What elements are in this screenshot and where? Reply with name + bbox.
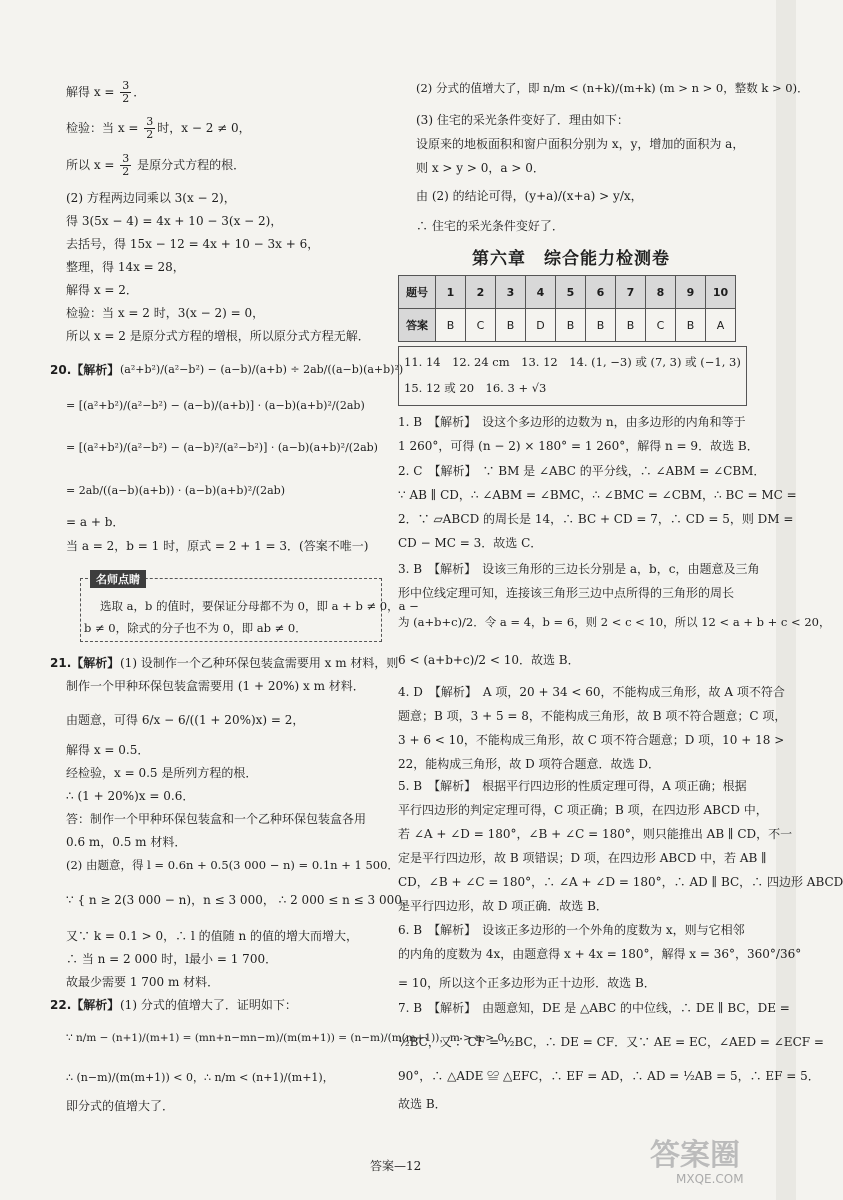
text-line: (1) 设制作一个乙种环保包装盒需要用 x m 材料，则	[120, 656, 399, 670]
table-row	[399, 309, 736, 342]
fill-answers: 11. 14 12. 24 cm 13. 12 14. (1, −3) 或 (7, 3) 或 (−1, 3)	[404, 355, 741, 369]
solution-line: 3. B 【解析】 设该三角形的三边长分别是 a，b，c，由题意及三角	[398, 562, 760, 576]
watermark-url: MXQE.COM	[676, 1172, 744, 1186]
text-line: 故最少需要 1 700 m 材料．	[66, 975, 220, 989]
solution-line: 的内角的度数为 4x，由题意得 x + 4x = 180°，解得 x = 36°，360°/36°	[398, 947, 802, 961]
text-line: 经检验，x = 0.5 是所列方程的根．	[66, 766, 258, 780]
question-20-label: 20.【解析】	[50, 363, 120, 377]
question-number: 1	[436, 276, 466, 309]
text-line: 则 x > y > 0，a > 0．	[416, 161, 545, 175]
tip-text: b ≠ 0，除式的分子也不为 0，即 ab ≠ 0．	[84, 621, 307, 635]
answer-cell: B	[616, 309, 646, 342]
solution-line: 1. B 【解析】 设这个多边形的边数为 n，由多边形的内角和等于	[398, 415, 746, 429]
text-line: 当 a = 2，b = 1 时，原式 = 2 + 1 = 3．(答案不唯一)	[66, 539, 369, 553]
text-line: (3) 住宅的采光条件变好了．理由如下：	[416, 113, 629, 127]
text-line: 整理，得 14x = 28，	[66, 260, 185, 274]
text-line: 所以 x = $\frac{3}{2}$ 是原分式方程的根．	[66, 152, 246, 178]
question-number: 5	[556, 276, 586, 309]
question-number: 2	[466, 276, 496, 309]
answer-cell: A	[706, 309, 736, 342]
text-line: 设原来的地板面积和窗户面积分别为 x，y，增加的面积为 a，	[416, 137, 745, 151]
solution-line: ∵ AB ∥ CD，∴ ∠ABM = ∠BMC，∴ ∠BMC = ∠CBM，∴ BC = MC =	[398, 488, 797, 502]
text-line: 由 (2) 的结论可得，(y+a)/(x+a) > y/x，	[416, 189, 643, 203]
text-line: 由题意，可得 6/x − 6/((1 + 20%)x) = 2，	[66, 713, 305, 727]
text-line: ∴ 当 n = 2 000 时，l最小 = 1 700．	[66, 952, 278, 966]
text-line: = a + b．	[66, 515, 125, 529]
text-line: 又∵ k = 0.1 > 0，∴ l 的值随 n 的值的增大而增大，	[66, 929, 358, 943]
math-line: ∴ (n−m)/(m(m+1)) < 0，∴ n/m < (n+1)/(m+1)，	[66, 1071, 334, 1084]
question-number: 7	[616, 276, 646, 309]
question-21-label: 21.【解析】	[50, 656, 120, 670]
text-line: 解得 x = 2．	[66, 283, 138, 297]
answer-cell: B	[556, 309, 586, 342]
answer-cell: B	[676, 309, 706, 342]
text-line: ∴ 住宅的采光条件变好了．	[416, 219, 564, 233]
answer-cell: B	[586, 309, 616, 342]
solution-line: 题意；B 项，3 + 5 = 8，不能构成三角形，故 B 项不符合题意；C 项，	[398, 709, 787, 723]
question-number: 4	[526, 276, 556, 309]
solution-line: ½BC，又∵ CF = ½BC，∴ DE = CF．又∵ AE = EC，∠AED = ∠ECF =	[398, 1035, 824, 1049]
answer-cell: C	[466, 309, 496, 342]
text-line: 解得 x = 0.5．	[66, 743, 150, 757]
solution-line: 2. C 【解析】 ∵ BM 是 ∠ABC 的平分线，∴ ∠ABM = ∠CBM．	[398, 464, 766, 478]
answer-cell: B	[496, 309, 526, 342]
page-number: 答案—12	[370, 1159, 422, 1173]
solution-line: 若 ∠A + ∠D = 180°，∠B + ∠C = 180°，则只能推出 AB ∥ CD，不一	[398, 827, 793, 841]
solution-line: 6 < (a+b+c)/2 < 10．故选 B．	[398, 653, 580, 667]
text-line: (1) 分式的值增大了．证明如下：	[120, 998, 297, 1012]
math-line: = [(a²+b²)/(a²−b²) − (a−b)²/(a²−b²)] · (a−b)(a+b)²/(2ab)	[66, 441, 378, 454]
text-line: 答：制作一个甲种环保包装盒和一个乙种环保包装盒各用	[66, 812, 367, 826]
solution-line: 形中位线定理可知，连接该三角形三边中点所得的三角形的周长	[398, 586, 735, 600]
answer-cell: C	[646, 309, 676, 342]
question-number: 9	[676, 276, 706, 309]
solution-line: 7. B 【解析】 由题意知，DE 是 △ABC 的中位线，∴ DE ∥ BC，DE =	[398, 1001, 790, 1015]
math-line: = [(a²+b²)/(a²−b²) − (a−b)/(a+b)] · (a−b)(a+b)²/(2ab)	[66, 399, 365, 412]
text-line: (2) 由题意，得 l = 0.6n + 0.5(3 000 − n) = 0.1n + 1 500．	[66, 858, 399, 872]
solution-line: 90°，∴ △ADE ≌ △EFC，∴ EF = AD，∴ AD = ½AB = 5，∴ EF = 5．	[398, 1069, 820, 1083]
solution-line: 故选 B．	[398, 1097, 447, 1111]
text-line: 制作一个甲种环保包装盒需要用 (1 + 20%) x m 材料．	[66, 679, 365, 693]
fill-answers: 15. 12 或 20 16. 3 + √3	[404, 381, 547, 395]
solution-line: 是平行四边形，故 D 项正确．故选 B．	[398, 899, 608, 913]
math-line: ∵ n/m − (n+1)/(m+1) = (mn+n−mn−m)/(m(m+1)) = (n−m)/(m(m+1))，m > n > 0，	[66, 1032, 515, 1044]
solution-line: 4. D 【解析】 A 项，20 + 34 < 60，不能构成三角形，故 A 项不符合	[398, 685, 785, 699]
question-number: 8	[646, 276, 676, 309]
text-line: 0.6 m，0.5 m 材料．	[66, 835, 187, 849]
solution-line: 定是平行四边形，故 B 项错误；D 项，在四边形 ABCD 中，若 AB ∥	[398, 851, 767, 865]
text-line: ∵ { n ≥ 2(3 000 − n)，n ≤ 3 000， ∴ 2 000 ≤ n ≤ 3 000，	[66, 893, 414, 907]
solution-line: CD，∠B + ∠C = 180°，∴ ∠A + ∠D = 180°，∴ AD ∥ BC，∴ 四边形 ABCD	[398, 875, 843, 889]
solution-line: 3 + 6 < 10，不能构成三角形，故 C 项不符合题意；D 项，10 + 18 >	[398, 733, 785, 747]
solution-line: 2．∵ ▱ABCD 的周长是 14，∴ BC + CD = 7，∴ CD = 5，则 DM =	[398, 512, 794, 526]
question-22-label: 22.【解析】	[50, 998, 120, 1012]
question-number: 6	[586, 276, 616, 309]
text-line: (2) 分式的值增大了，即 n/m < (n+k)/(m+k) (m > n > 0，整数 k > 0)．	[416, 81, 809, 95]
math-line: = 2ab/((a−b)(a+b)) · (a−b)(a+b)²/(2ab)	[66, 484, 285, 497]
text-line: 去括号，得 15x − 12 = 4x + 10 − 3x + 6，	[66, 237, 320, 251]
text-line: 所以 x = 2 是原分式方程的增根，所以原分式方程无解．	[66, 329, 370, 343]
page-edge	[776, 0, 796, 1200]
table-header-cell: 答案	[399, 309, 436, 342]
tip-title: 名师点睛	[90, 570, 146, 588]
table-row	[399, 276, 736, 309]
question-number: 10	[706, 276, 736, 309]
text-line: 即分式的值增大了．	[66, 1099, 175, 1113]
solution-line: 22，能构成三角形，故 D 项符合题意．故选 D．	[398, 757, 660, 771]
math-line: (a²+b²)/(a²−b²) − (a−b)/(a+b) ÷ 2ab/((a−b)(a+b)²)	[120, 363, 404, 376]
chapter-title: 第六章 综合能力检测卷	[472, 249, 670, 269]
text-line: ∴ (1 + 20%)x = 0.6．	[66, 789, 195, 803]
solution-line: 平行四边形的判定定理可得，C 项正确；B 项，在四边形 ABCD 中，	[398, 803, 768, 817]
question-number: 3	[496, 276, 526, 309]
solution-line: 6. B 【解析】 设该正多边形的一个外角的度数为 x，则与它相邻	[398, 923, 745, 937]
solution-line: 1 260°，可得 (n − 2) × 180° = 1 260°，解得 n = 9．故选 B．	[398, 439, 759, 453]
text-line: (2) 方程两边同乘以 3(x − 2)，	[66, 191, 236, 205]
solution-line: CD − MC = 3．故选 C．	[398, 536, 543, 550]
text-line: 解得 x = $\frac{3}{2}$ ．	[66, 79, 146, 105]
text-line: 检验：当 x = $\frac{3}{2}$ 时，x − 2 ≠ 0，	[66, 115, 251, 141]
table-header-cell: 题号	[399, 276, 436, 309]
answer-cell: B	[436, 309, 466, 342]
solution-line: = 10，所以这个正多边形为正十边形．故选 B．	[398, 976, 656, 990]
answer-cell: D	[526, 309, 556, 342]
text-line: 检验：当 x = 2 时，3(x − 2) = 0，	[66, 306, 265, 320]
text-line: 得 3(5x − 4) = 4x + 10 − 3(x − 2)，	[66, 214, 283, 228]
solution-line: 为 (a+b+c)/2．令 a = 4，b = 6，则 2 < c < 10，所以 12 < a + b + c < 20，	[398, 615, 831, 629]
solution-line: 5. B 【解析】 根据平行四边形的性质定理可得，A 项正确；根据	[398, 779, 747, 793]
watermark-logo: 答案圈	[650, 1138, 740, 1173]
answer-table	[398, 275, 736, 342]
tip-text: 选取 a，b 的值时，要保证分母都不为 0，即 a + b ≠ 0，a −	[100, 599, 419, 613]
